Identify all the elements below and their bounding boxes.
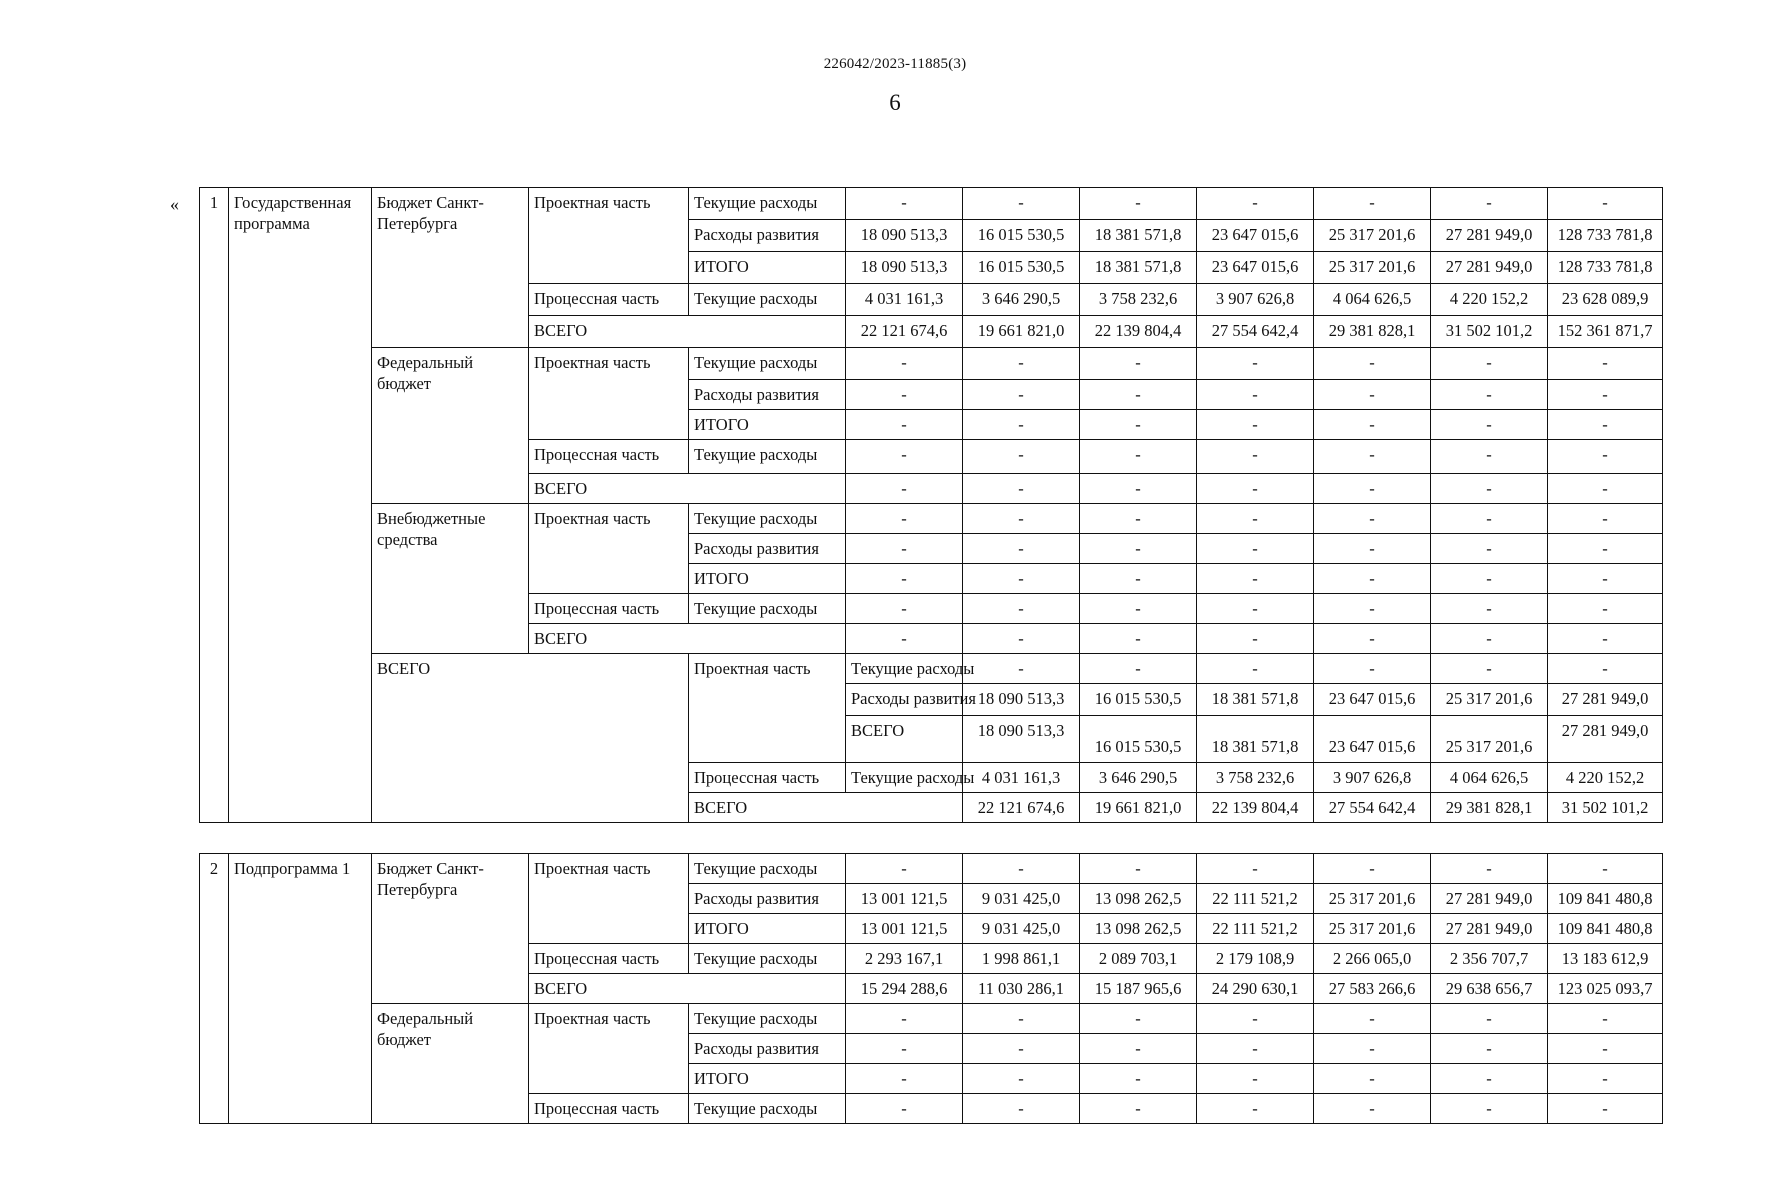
expense-label: Текущие расходы [846, 654, 963, 684]
value-cell: - [1548, 348, 1663, 380]
value-cell: - [1431, 594, 1548, 624]
table-row [200, 188, 1663, 220]
value-cell: 2 356 707,7 [1431, 944, 1548, 974]
value-cell: - [1431, 440, 1548, 474]
value-cell: - [1431, 564, 1548, 594]
value-cell: - [963, 348, 1080, 380]
part-label: Процессная часть [529, 284, 689, 316]
value-cell: - [1548, 410, 1663, 440]
value-cell: 16 015 530,5 [963, 252, 1080, 284]
expense-label: ИТОГО [689, 1064, 846, 1094]
value-cell: - [1080, 188, 1197, 220]
value-cell: 2 293 167,1 [846, 944, 963, 974]
value-cell: - [1197, 854, 1314, 884]
value-cell: - [846, 188, 963, 220]
value-cell: - [1080, 440, 1197, 474]
value-cell: 3 758 232,6 [1197, 763, 1314, 793]
part-label: Проектная часть [529, 348, 689, 440]
value-cell: 11 030 286,1 [963, 974, 1080, 1004]
value-cell: - [1431, 624, 1548, 654]
expense-label: Текущие расходы [689, 348, 846, 380]
value-cell: 27 554 642,4 [1197, 316, 1314, 348]
value-cell: - [1314, 348, 1431, 380]
value-cell: 27 281 949,0 [1548, 684, 1663, 716]
value-cell: 123 025 093,7 [1548, 974, 1663, 1004]
expense-label: Расходы развития [689, 380, 846, 410]
value-cell: - [846, 1064, 963, 1094]
value-cell: - [963, 1004, 1080, 1034]
value-cell: 2 089 703,1 [1080, 944, 1197, 974]
value-cell: 109 841 480,8 [1548, 884, 1663, 914]
value-cell: - [1197, 348, 1314, 380]
value-cell: - [846, 440, 963, 474]
value-cell: - [963, 188, 1080, 220]
value-cell: - [846, 380, 963, 410]
value-cell: - [1197, 654, 1314, 684]
value-cell: - [963, 1064, 1080, 1094]
value-cell: 18 381 571,8 [1197, 684, 1314, 716]
budget-table-body [200, 854, 1663, 1124]
value-cell: 29 381 828,1 [1431, 793, 1548, 823]
part-label: Процессная часть [529, 440, 689, 474]
value-cell: - [1314, 534, 1431, 564]
value-cell: - [963, 534, 1080, 564]
value-cell: - [1197, 564, 1314, 594]
funding-source: Внебюджетные средства [372, 504, 529, 654]
value-cell: 18 381 571,8 [1080, 220, 1197, 252]
value-cell: - [1548, 1034, 1663, 1064]
value-cell: 15 187 965,6 [1080, 974, 1197, 1004]
value-cell: - [1431, 188, 1548, 220]
funding-source: Бюджет Санкт-Петербурга [372, 854, 529, 1004]
value-cell: 19 661 821,0 [963, 316, 1080, 348]
value-cell: - [1431, 1094, 1548, 1124]
value-cell: - [1197, 1004, 1314, 1034]
value-cell: 25 317 201,6 [1314, 914, 1431, 944]
value-cell: 13 001 121,5 [846, 914, 963, 944]
expense-label: Текущие расходы [689, 1094, 846, 1124]
value-cell: - [1314, 188, 1431, 220]
value-cell: - [846, 1094, 963, 1124]
value-cell: 31 502 101,2 [1548, 793, 1663, 823]
expense-label: Расходы развития [689, 884, 846, 914]
value-cell: - [1431, 474, 1548, 504]
value-cell: - [1431, 380, 1548, 410]
value-cell: - [963, 410, 1080, 440]
value-cell: - [1548, 594, 1663, 624]
value-cell: - [1314, 854, 1431, 884]
value-cell: - [1080, 624, 1197, 654]
value-cell: - [846, 854, 963, 884]
part-label: Процессная часть [689, 763, 846, 793]
total-label: ВСЕГО [529, 316, 846, 348]
part-label: Проектная часть [529, 188, 689, 284]
value-cell: - [1197, 624, 1314, 654]
expense-label: Текущие расходы [689, 440, 846, 474]
value-cell: - [963, 440, 1080, 474]
value-cell: 3 758 232,6 [1080, 284, 1197, 316]
expense-label: Текущие расходы [689, 504, 846, 534]
value-cell: - [1197, 594, 1314, 624]
value-cell: 18 090 513,3 [846, 252, 963, 284]
expense-label: ИТОГО [689, 564, 846, 594]
value-cell: 27 583 266,6 [1314, 974, 1431, 1004]
expense-label: Текущие расходы [846, 763, 963, 793]
value-cell: - [846, 564, 963, 594]
value-cell: - [1548, 474, 1663, 504]
table-row [200, 654, 1663, 684]
value-cell: - [1314, 564, 1431, 594]
part-label: Проектная часть [529, 504, 689, 594]
value-cell: - [1314, 474, 1431, 504]
value-cell: 3 646 290,5 [963, 284, 1080, 316]
value-cell: - [846, 1034, 963, 1064]
value-cell: - [1197, 504, 1314, 534]
expense-label: Текущие расходы [689, 284, 846, 316]
value-cell: 9 031 425,0 [963, 884, 1080, 914]
value-cell: - [1431, 410, 1548, 440]
value-cell: - [963, 564, 1080, 594]
part-label: Процессная часть [529, 1094, 689, 1124]
value-cell: - [963, 504, 1080, 534]
value-cell: 29 381 828,1 [1314, 316, 1431, 348]
value-cell: 18 381 571,8 [1197, 716, 1314, 763]
value-cell: - [1548, 624, 1663, 654]
value-cell: - [1080, 1004, 1197, 1034]
value-cell: 22 111 521,2 [1197, 914, 1314, 944]
value-cell: - [1197, 188, 1314, 220]
total-label: ВСЕГО [529, 624, 846, 654]
value-cell: - [1080, 348, 1197, 380]
value-cell: - [1080, 534, 1197, 564]
value-cell: 16 015 530,5 [1080, 716, 1197, 763]
value-cell: - [1080, 594, 1197, 624]
value-cell: - [1197, 1094, 1314, 1124]
budget-table-subprogram [199, 853, 1663, 1124]
value-cell: - [1080, 564, 1197, 594]
value-cell: - [963, 1034, 1080, 1064]
opening-quote-mark: « [170, 194, 179, 214]
value-cell: - [963, 1094, 1080, 1124]
program-title: Подпрограмма 1 [229, 854, 372, 1124]
funding-source: Федеральный бюджет [372, 1004, 529, 1124]
value-cell: - [1548, 564, 1663, 594]
value-cell: - [846, 1004, 963, 1034]
value-cell: 25 317 201,6 [1314, 252, 1431, 284]
value-cell: 18 381 571,8 [1080, 252, 1197, 284]
value-cell: 24 290 630,1 [1197, 974, 1314, 1004]
expense-label: Расходы развития [846, 684, 963, 716]
value-cell: 23 647 015,6 [1197, 252, 1314, 284]
value-cell: 27 281 949,0 [1431, 914, 1548, 944]
value-cell: - [1197, 1034, 1314, 1064]
table-row [200, 348, 1663, 380]
value-cell: 29 638 656,7 [1431, 974, 1548, 1004]
value-cell: - [1314, 440, 1431, 474]
value-cell: 27 281 949,0 [1548, 716, 1663, 763]
value-cell: - [963, 474, 1080, 504]
value-cell: - [1548, 504, 1663, 534]
value-cell: - [1548, 440, 1663, 474]
value-cell: - [1080, 1064, 1197, 1094]
value-cell: - [1314, 594, 1431, 624]
total-label: ВСЕГО [529, 474, 846, 504]
value-cell: - [1548, 654, 1663, 684]
value-cell: 13 098 262,5 [1080, 884, 1197, 914]
value-cell: 4 220 152,2 [1548, 763, 1663, 793]
value-cell: - [1431, 1034, 1548, 1064]
value-cell: 23 647 015,6 [1314, 684, 1431, 716]
value-cell: 22 121 674,6 [846, 316, 963, 348]
value-cell: 9 031 425,0 [963, 914, 1080, 944]
part-label: Проектная часть [689, 654, 846, 763]
value-cell: - [963, 654, 1080, 684]
part-label: Проектная часть [529, 854, 689, 944]
value-cell: 3 646 290,5 [1080, 763, 1197, 793]
value-cell: - [1080, 504, 1197, 534]
value-cell: - [1431, 1004, 1548, 1034]
expense-label: Текущие расходы [689, 188, 846, 220]
value-cell: - [1080, 1094, 1197, 1124]
value-cell: 25 317 201,6 [1431, 716, 1548, 763]
expense-label: Текущие расходы [689, 944, 846, 974]
program-number: 2 [200, 854, 229, 1124]
value-cell: 2 179 108,9 [1197, 944, 1314, 974]
funding-source: Федеральный бюджет [372, 348, 529, 504]
value-cell: - [846, 534, 963, 564]
value-cell: 13 098 262,5 [1080, 914, 1197, 944]
value-cell: - [1548, 1094, 1663, 1124]
expense-label: ИТОГО [689, 252, 846, 284]
value-cell: - [1197, 410, 1314, 440]
value-cell: - [1080, 1034, 1197, 1064]
total-label: ВСЕГО [689, 793, 963, 823]
value-cell: - [1548, 188, 1663, 220]
value-cell: - [1080, 654, 1197, 684]
value-cell: - [1314, 1034, 1431, 1064]
table-row [200, 1004, 1663, 1034]
value-cell: - [1314, 1064, 1431, 1094]
value-cell: - [963, 594, 1080, 624]
expense-label: Расходы развития [689, 534, 846, 564]
part-label: Процессная часть [529, 594, 689, 624]
value-cell: - [1431, 1064, 1548, 1094]
value-cell: 109 841 480,8 [1548, 914, 1663, 944]
value-cell: 152 361 871,7 [1548, 316, 1663, 348]
value-cell: - [1314, 654, 1431, 684]
value-cell: 27 281 949,0 [1431, 252, 1548, 284]
value-cell: - [1080, 474, 1197, 504]
value-cell: - [1314, 624, 1431, 654]
value-cell: 31 502 101,2 [1431, 316, 1548, 348]
value-cell: - [846, 624, 963, 654]
value-cell: - [963, 624, 1080, 654]
value-cell: - [1431, 534, 1548, 564]
budget-table [199, 187, 1663, 823]
value-cell: - [1080, 854, 1197, 884]
value-cell: - [1431, 854, 1548, 884]
value-cell: 13 001 121,5 [846, 884, 963, 914]
program-number: 1 [200, 188, 229, 823]
program-title: Государственная программа [229, 188, 372, 823]
value-cell: - [1431, 348, 1548, 380]
value-cell: 3 907 626,8 [1314, 763, 1431, 793]
value-cell: - [1197, 440, 1314, 474]
expense-label: ВСЕГО [846, 716, 963, 763]
value-cell: 25 317 201,6 [1431, 684, 1548, 716]
table-row [200, 504, 1663, 534]
total-label: ВСЕГО [529, 974, 846, 1004]
value-cell: - [1314, 1094, 1431, 1124]
value-cell: 4 064 626,5 [1431, 763, 1548, 793]
value-cell: - [1548, 534, 1663, 564]
value-cell: - [846, 504, 963, 534]
expense-label: ИТОГО [689, 914, 846, 944]
value-cell: - [963, 380, 1080, 410]
value-cell: - [1080, 410, 1197, 440]
value-cell: 27 281 949,0 [1431, 220, 1548, 252]
value-cell: - [1548, 854, 1663, 884]
value-cell: 16 015 530,5 [1080, 684, 1197, 716]
value-cell: - [1197, 474, 1314, 504]
expense-label: Текущие расходы [689, 854, 846, 884]
value-cell: 25 317 201,6 [1314, 884, 1431, 914]
value-cell: - [846, 348, 963, 380]
value-cell: - [1431, 654, 1548, 684]
value-cell: - [1197, 534, 1314, 564]
value-cell: - [1197, 1064, 1314, 1094]
value-cell: - [1314, 1004, 1431, 1034]
value-cell: 18 090 513,3 [846, 220, 963, 252]
value-cell: 128 733 781,8 [1548, 220, 1663, 252]
value-cell: 4 064 626,5 [1314, 284, 1431, 316]
expense-label: Текущие расходы [689, 1004, 846, 1034]
value-cell: 13 183 612,9 [1548, 944, 1663, 974]
document-number: 226042/2023-11885(3) [823, 56, 967, 72]
value-cell: 4 031 161,3 [846, 284, 963, 316]
value-cell: 22 121 674,6 [963, 793, 1080, 823]
value-cell: - [1314, 380, 1431, 410]
value-cell: 23 647 015,6 [1197, 220, 1314, 252]
value-cell: 25 317 201,6 [1314, 220, 1431, 252]
value-cell: 2 266 065,0 [1314, 944, 1431, 974]
value-cell: 23 647 015,6 [1314, 716, 1431, 763]
value-cell: 3 907 626,8 [1197, 284, 1314, 316]
value-cell: 18 090 513,3 [963, 716, 1080, 763]
expense-label: Расходы развития [689, 220, 846, 252]
value-cell: 15 294 288,6 [846, 974, 963, 1004]
part-label: Проектная часть [529, 1004, 689, 1094]
expense-label: ИТОГО [689, 410, 846, 440]
value-cell: - [846, 594, 963, 624]
value-cell: - [1314, 410, 1431, 440]
value-cell: - [963, 854, 1080, 884]
value-cell: - [1314, 504, 1431, 534]
program-total-label: ВСЕГО [372, 654, 689, 823]
value-cell: 4 220 152,2 [1431, 284, 1548, 316]
budget-table-body [200, 188, 1663, 823]
table-row [200, 854, 1663, 884]
value-cell: 1 998 861,1 [963, 944, 1080, 974]
value-cell: 23 628 089,9 [1548, 284, 1663, 316]
value-cell: 4 031 161,3 [963, 763, 1080, 793]
value-cell: 27 554 642,4 [1314, 793, 1431, 823]
value-cell: - [1548, 380, 1663, 410]
value-cell: 22 111 521,2 [1197, 884, 1314, 914]
part-label: Процессная часть [529, 944, 689, 974]
value-cell: 128 733 781,8 [1548, 252, 1663, 284]
value-cell: - [846, 474, 963, 504]
value-cell: 18 090 513,3 [963, 684, 1080, 716]
value-cell: - [846, 410, 963, 440]
value-cell: 22 139 804,4 [1080, 316, 1197, 348]
value-cell: - [1080, 380, 1197, 410]
value-cell: - [1548, 1004, 1663, 1034]
value-cell: 27 281 949,0 [1431, 884, 1548, 914]
value-cell: - [1431, 504, 1548, 534]
value-cell: - [1548, 1064, 1663, 1094]
expense-label: Текущие расходы [689, 594, 846, 624]
value-cell: 16 015 530,5 [963, 220, 1080, 252]
funding-source: Бюджет Санкт-Петербурга [372, 188, 529, 348]
page-number: 6 [889, 90, 901, 115]
expense-label: Расходы развития [689, 1034, 846, 1064]
value-cell: - [1197, 380, 1314, 410]
value-cell: 22 139 804,4 [1197, 793, 1314, 823]
value-cell: 19 661 821,0 [1080, 793, 1197, 823]
